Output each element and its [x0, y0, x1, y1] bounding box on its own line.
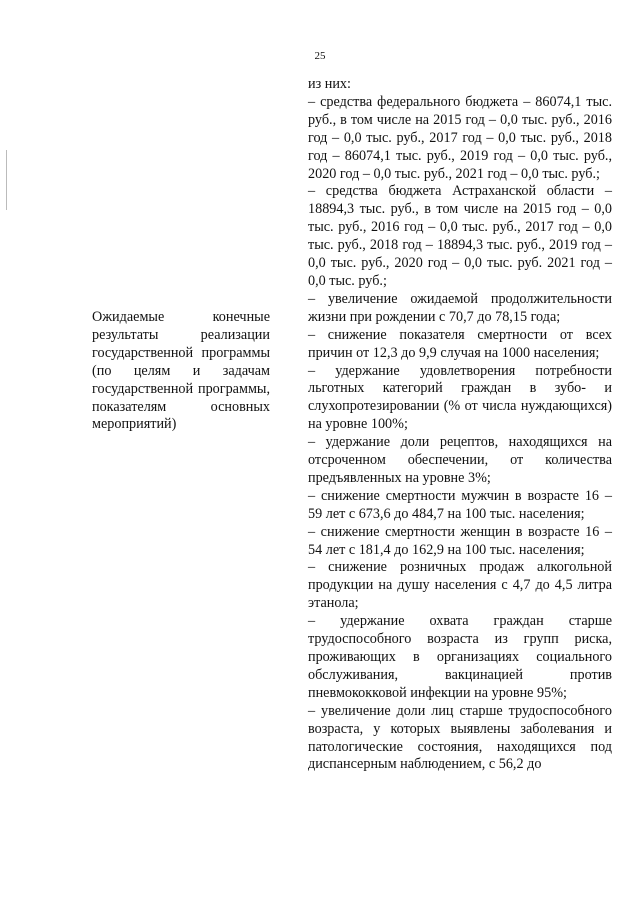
list-item: – увеличение доли лиц старше трудоспособного возраста, у которых выявлены заболевания и патологические состояния, находящихся под диспансерным наблюдением, с 56,2 до [308, 702, 612, 773]
expected-results-label: Ожидаемые конечные результаты реализации государственной программы (по целям и задачам государственной программы, показателям основных мероприятий) [92, 309, 270, 433]
list-item: – удержание охвата граждан старше трудоспособного возраста из групп риска, проживающих в организациях социального обслуживания, вакцинацией против пневмококковой инфекции на уровне 95%; [308, 613, 612, 701]
list-item: – увеличение ожидаемой продолжительности жизни при рождении с 70,7 до 78,15 года; [308, 290, 612, 325]
list-item: – снижение показателя смертности от всех причин от 12,3 до 9,9 случая на 1000 населения; [308, 326, 612, 361]
list-item: – удержание удовлетворения потребности льготных категорий граждан в зубо- и слухопротезировании (% от числа нуждающихся) на уровне 100%; [308, 362, 612, 433]
list-item: – снижение розничных продаж алкогольной продукции на душу населения с 4,7 до 4,5 литра этанола; [308, 559, 612, 612]
list-item: – удержание доли рецептов, находящихся на отсроченном обеспечении, от количества предъявленных на уровне 3%; [308, 434, 612, 486]
list-item: – средства федерального бюджета – 86074,1 тыс. руб., в том числе на 2015 год – 0,0 тыс. руб., 2016 год – 0,0 тыс. руб., 2017 год – 0,0 тыс. руб., 2018 год – 86074,1 тыс. руб., 2019 год – 0,0 тыс. руб., 2020 год – 0,0 тыс. руб., 2021 год – 0,0 тыс. руб.; [308, 93, 612, 182]
content-column [308, 76, 612, 774]
scan-artifact-line [6, 150, 7, 210]
page-number: 25 [314, 50, 326, 62]
goals-label-column [92, 309, 270, 434]
list-item: из них: [308, 76, 351, 92]
list-item: – снижение смертности женщин в возрасте 16 – 54 лет с 181,4 до 162,9 на 100 тыс. населения; [308, 523, 612, 558]
list-item: – средства бюджета Астраханской области – 18894,3 тыс. руб., в том числе на 2015 год – 0,0 тыс. руб., 2016 год – 0,0 тыс. руб., 2017 год – 0,0 тыс. руб., 2018 год – 18894,3 тыс. руб., 2019 год – 0,0 тыс. руб., 2020 год – 0,0 тыс. руб. 2021 год – 0,0 тыс. руб.; [308, 183, 612, 289]
list-item: – снижение смертности мужчин в возрасте 16 – 59 лет с 673,6 до 484,7 на 100 тыс. населения; [308, 487, 612, 522]
